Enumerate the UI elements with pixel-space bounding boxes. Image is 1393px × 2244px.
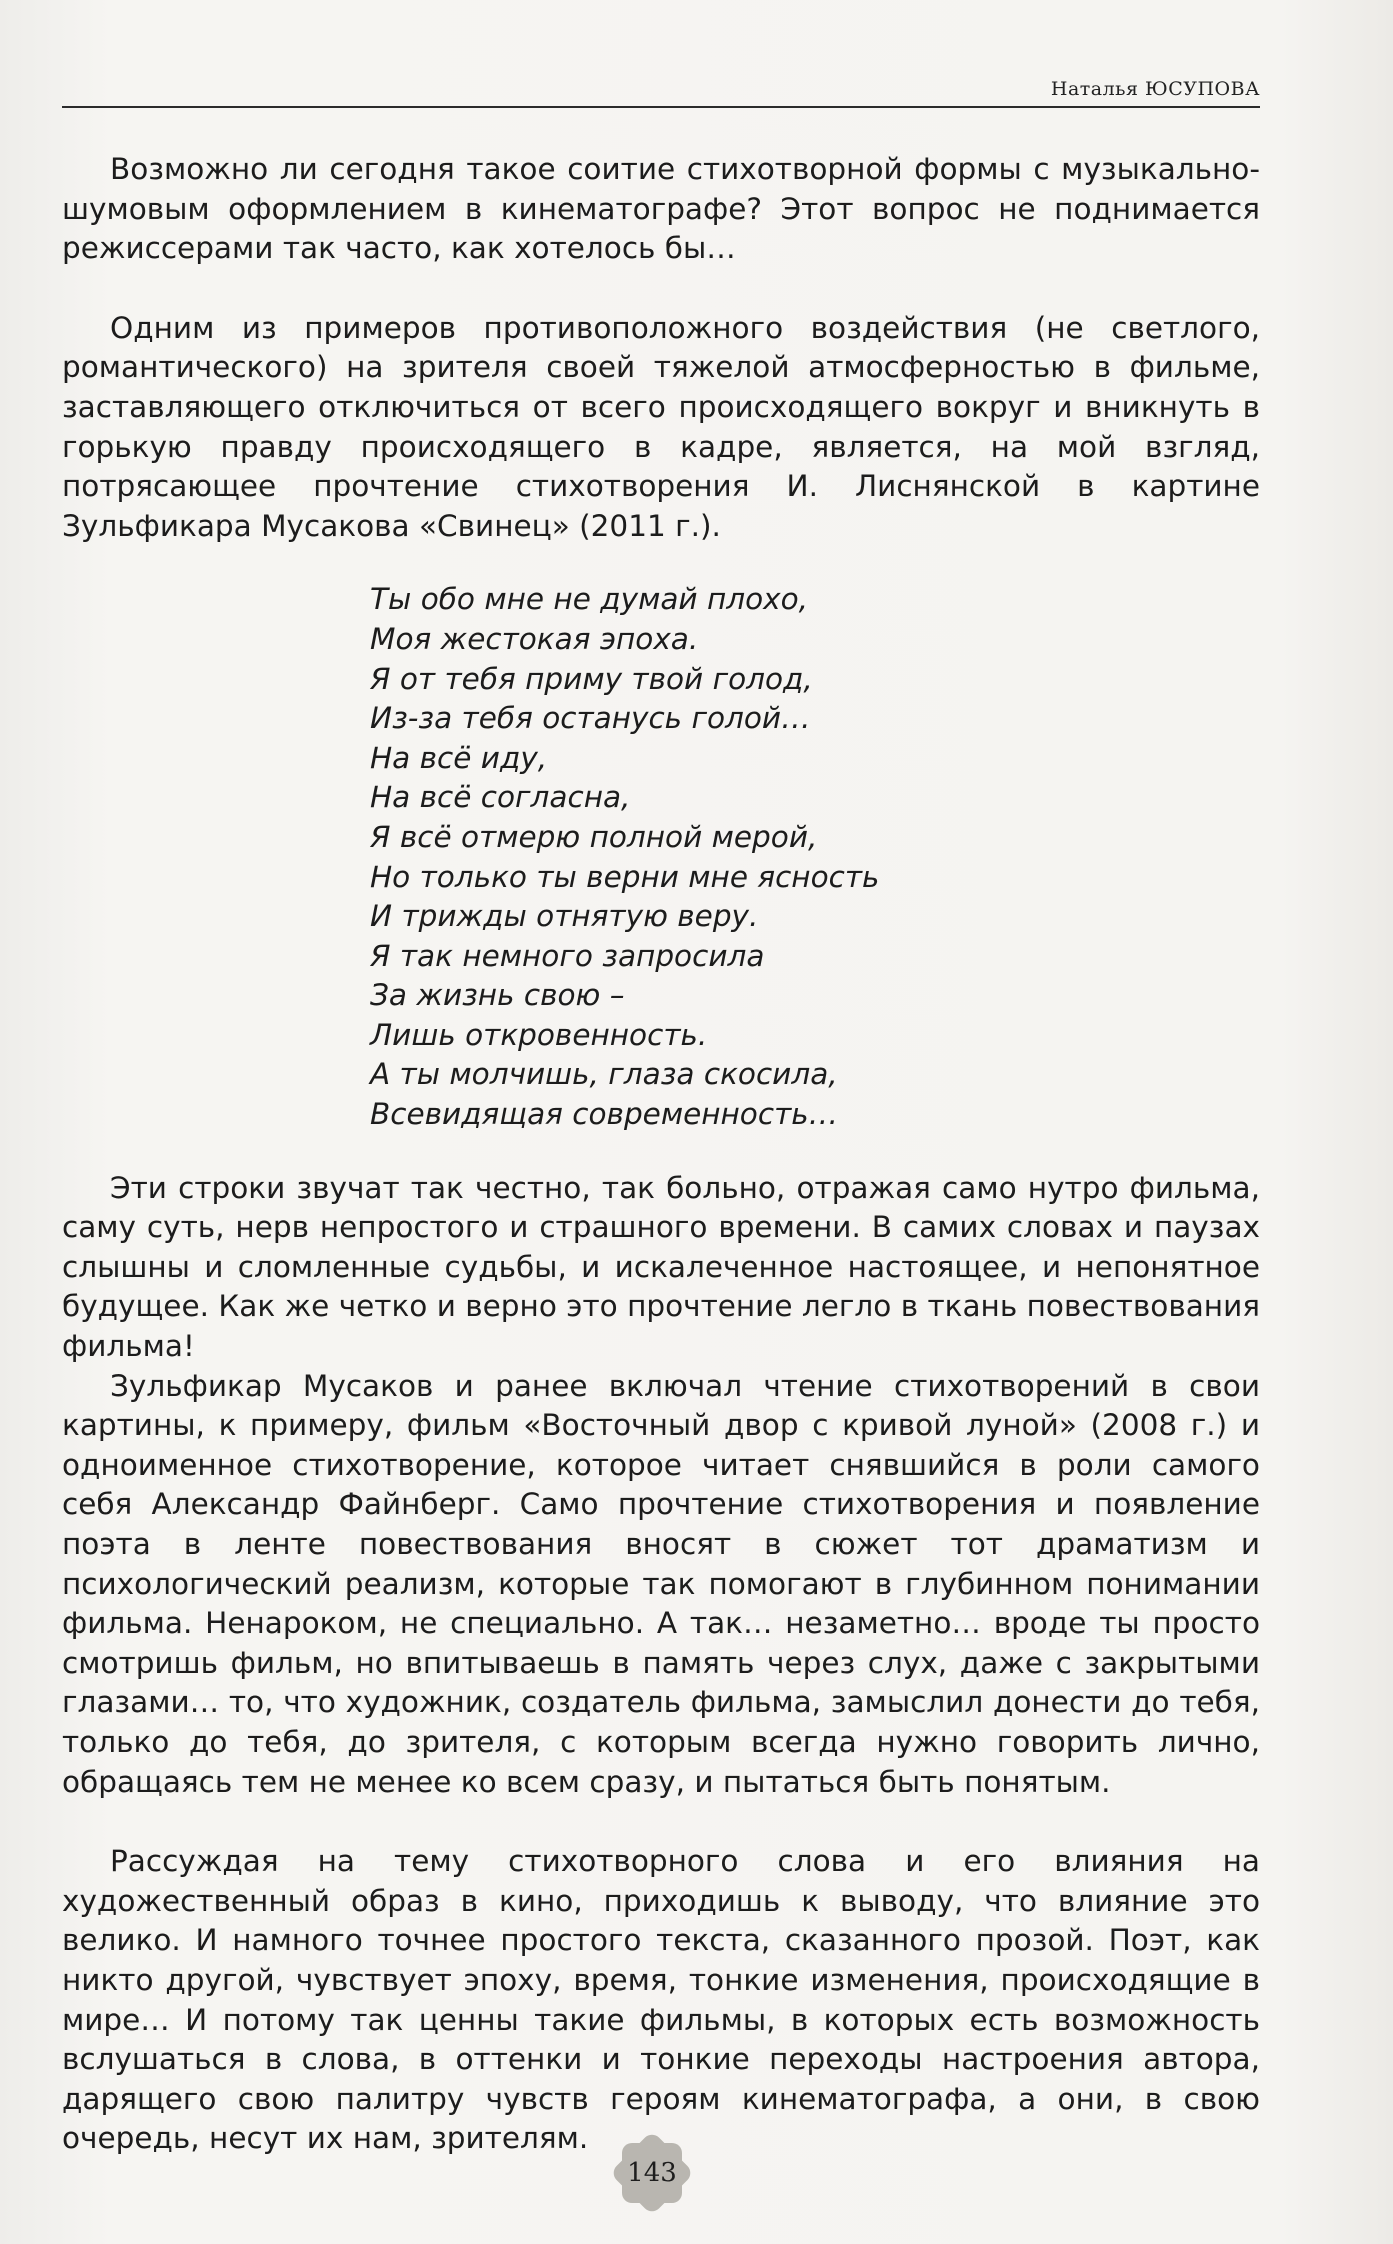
poem-line: Всевидящая современность… bbox=[370, 1097, 839, 1132]
paragraph-gap bbox=[62, 269, 1260, 309]
poem-line: На всё иду, bbox=[370, 740, 548, 775]
poem-line: Моя жестокая эпоха. bbox=[370, 621, 699, 656]
poem-line: Ты обо мне не думай плохо, bbox=[370, 582, 809, 617]
poem-line: На всё согласна, bbox=[370, 780, 631, 815]
paragraph-2: Одним из примеров противоположного воздействия (не светлого, романтического) на зрителя своей тяжелой атмосферностью в фильме, заставляющего отключиться от всего происходящего вокруг и вникнуть в горькую правду происходящего в кадре, является, на мой взгляд, потрясающее прочтение стихотворения И. Лиснянской в картине Зульфикара Мусакова «Свинец» (2011 г.). bbox=[62, 310, 1260, 543]
paragraph-1: Возможно ли сегодня такое соитие стихотворной формы с музыкально-шумовым оформлением в кинематографе? Этот вопрос не поднимается режиссерами так часто, как хотелось бы… bbox=[62, 152, 1260, 266]
header-author: Наталья ЮСУПОВА bbox=[1050, 78, 1260, 100]
poem-line: Я от тебя приму твой голод, bbox=[370, 661, 813, 696]
page-number-badge bbox=[612, 2140, 696, 2206]
paragraph-5: Рассуждая на тему стихотворного слова и его влияния на художественный образ в кино, приходишь к выводу, что влияние это велико. И намного точнее простого текста, сказанного прозой. Поэт, как никто другой, чувствует эпоху, время, тонкие изменения, происходящие в мире… И потому так ценны такие фильмы, в которых есть возможность вслушаться в слова, в оттенки и тонкие переходы настроения автора, дарящего свою палитру чувств героям кинематографа, а они, в свою очередь, несут их нам, зрителям. bbox=[62, 1844, 1260, 2156]
poem-line: И трижды отнятую веру. bbox=[370, 899, 759, 934]
poem-line: Из-за тебя останусь голой… bbox=[370, 701, 811, 736]
paragraph-3: Эти строки звучат так честно, так больно, отражая само нутро фильма, саму суть, нерв непростого и страшного времени. В самих словах и паузах слышны и сломленные судьбы, и искалеченное настоящее, и непонятное будущее. Как же четко и верно это прочтение легло в ткань повествования фильма! bbox=[62, 1170, 1260, 1364]
poem-line: Лишь откровенность. bbox=[370, 1017, 708, 1052]
paragraph-gap bbox=[62, 1802, 1260, 1842]
page-body bbox=[62, 150, 1260, 2159]
poem-quote bbox=[62, 546, 1260, 1168]
poem-line: Я так немного запросила bbox=[370, 938, 765, 973]
paragraph-4: Зульфикар Мусаков и ранее включал чтение стихотворений в свои картины, к примеру, фильм «Восточный двор с кривой луной» (2008 г.) и одноименное стихотворение, которое читает снявшийся в роли самого себя Александр Файнберг. Само прочтение стихотворения и появление поэта в ленте повествования вносят в сюжет тот драматизм и психологический реализм, которые так помогают в глубинном понимании фильма. Ненароком, не специально. А так… незаметно… вроде ты просто смотришь фильм, но впитываешь в память через слух, даже с закрытыми глазами… то, что художник, создатель фильма, замыслил донести до тебя, только до тебя, до зрителя, с которым всегда нужно говорить лично, обращаясь тем не менее ко всем сразу, и пытаться быть понятым. bbox=[62, 1368, 1260, 1799]
poem-line: Я всё отмерю полной мерой, bbox=[370, 819, 818, 854]
poem-line: А ты молчишь, глаза скосила, bbox=[370, 1057, 838, 1092]
running-header bbox=[62, 72, 1260, 108]
poem-line: За жизнь свою – bbox=[370, 978, 625, 1013]
poem-line: Но только ты верни мне ясность bbox=[370, 859, 880, 894]
page-number: 143 bbox=[627, 2158, 677, 2188]
